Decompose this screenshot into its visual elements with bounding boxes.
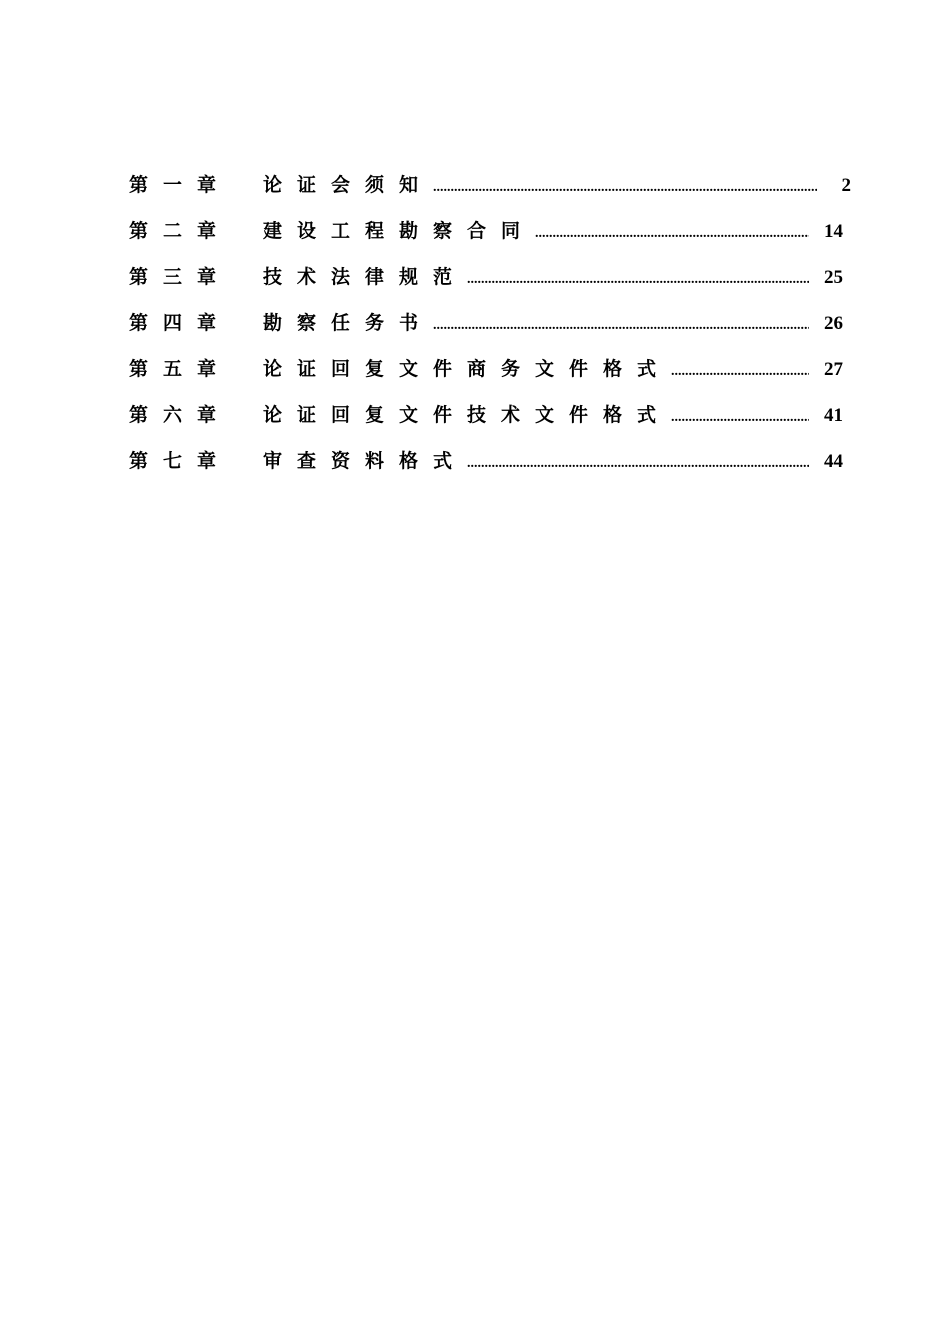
- chapter-title: 建设工程勘察合同: [263, 220, 536, 242]
- page-number: 26: [824, 313, 843, 334]
- chapter-title: 勘察任务书: [263, 312, 434, 334]
- dot-leader: [433, 318, 809, 334]
- table-of-contents: [129, 170, 851, 492]
- dot-leader: [433, 180, 817, 196]
- dot-leader: [535, 226, 809, 242]
- page-number: 41: [824, 405, 843, 426]
- chapter-label: 第七章: [129, 450, 232, 472]
- chapter-title: 论证回复文件技术文件格式: [263, 404, 672, 426]
- chapter-label: 第六章: [129, 404, 232, 426]
- page-number: 2: [841, 175, 851, 196]
- dot-leader: [467, 272, 809, 288]
- dot-leader: [671, 410, 809, 426]
- toc-entry-4[interactable]: [129, 308, 843, 354]
- dot-leader: [671, 364, 809, 380]
- chapter-title: 论证回复文件商务文件格式: [263, 358, 672, 380]
- chapter-label: 第二章: [129, 220, 232, 242]
- toc-entry-3[interactable]: [129, 262, 843, 308]
- toc-entry-1[interactable]: [129, 170, 851, 216]
- chapter-label: 第四章: [129, 312, 232, 334]
- toc-entry-7[interactable]: [129, 446, 843, 492]
- toc-entry-6[interactable]: [129, 400, 843, 446]
- chapter-title: 审查资料格式: [263, 450, 468, 472]
- toc-entry-2[interactable]: [129, 216, 843, 262]
- chapter-label: 第五章: [129, 358, 232, 380]
- page-number: 27: [824, 359, 843, 380]
- chapter-label: 第一章: [129, 174, 232, 196]
- chapter-label: 第三章: [129, 266, 232, 288]
- page-number: 14: [824, 221, 843, 242]
- chapter-title: 技术法律规范: [263, 266, 468, 288]
- toc-entry-5[interactable]: [129, 354, 843, 400]
- chapter-title: 论证会须知: [263, 174, 434, 196]
- page-number: 25: [824, 267, 843, 288]
- dot-leader: [467, 456, 809, 472]
- page-number: 44: [824, 451, 843, 472]
